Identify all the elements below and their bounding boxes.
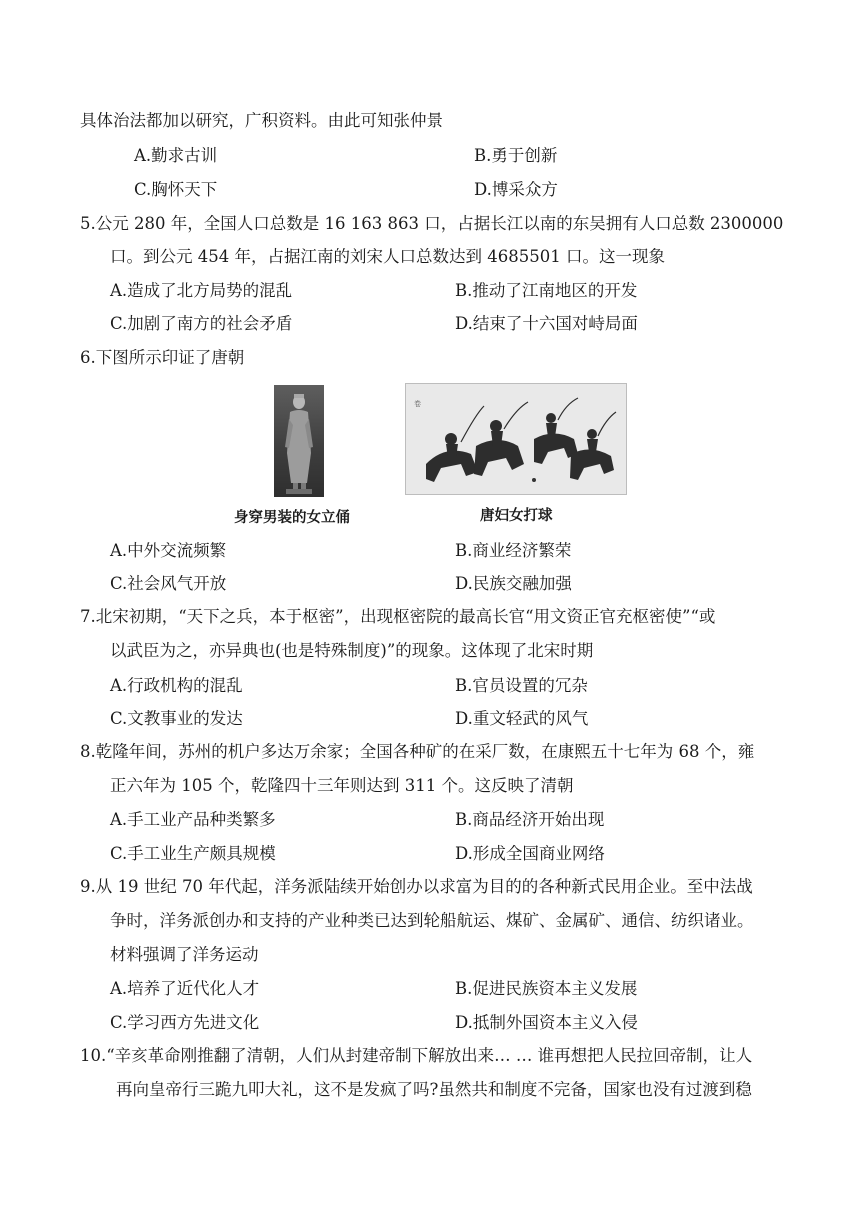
q9-option-c: C.学习西方先进文化 <box>110 1013 260 1032</box>
q9-option-b: B.促进民族资本主义发展 <box>455 979 638 998</box>
q8-option-a: A.手工业产品种类繁多 <box>110 810 276 829</box>
q8-option-d: D.形成全国商业网络 <box>455 844 605 863</box>
q4-option-b: B.勇于创新 <box>474 146 558 165</box>
question-9-stem-line3: 材料强调了洋务运动 <box>110 945 259 964</box>
question-5-stem-line2: 口。到公元 454 年，占据江南的刘宋人口总数达到 4685501 口。这一现象 <box>110 247 665 266</box>
q5-option-b: B.推动了江南地区的开发 <box>455 281 638 300</box>
question-5-stem-line1: 5.公元 280 年，全国人口总数是 16 163 863 口，占据长江以南的东吴拥有人口总数 2300000 <box>80 214 784 233</box>
figurine-caption: 身穿男装的女立俑 <box>234 510 350 526</box>
q6-option-c: C.社会风气开放 <box>110 574 227 593</box>
q9-option-d: D.抵制外国资本主义入侵 <box>455 1013 638 1032</box>
q6-option-b: B.商业经济繁荣 <box>455 541 572 560</box>
q7-option-a: A.行政机构的混乱 <box>110 676 243 695</box>
question-7-stem-line1: 7.北宋初期，“天下之兵，本于枢密”，出现枢密院的最高长官“用文资正官充枢密使”“或 <box>80 607 716 626</box>
q4-option-d: D.博采众方 <box>474 180 558 199</box>
question-10-stem-line2: 再向皇帝行三跪九叩大礼，这不是发疯了吗?虽然共和制度不完备，国家也没有过渡到稳 <box>116 1080 752 1099</box>
question-7-stem-line2: 以武臣为之，亦异典也(也是特殊制度)”的现象。这体现了北宋时期 <box>110 641 594 660</box>
female-figurine-photo <box>274 385 324 497</box>
question-9-stem-line2: 争时，洋务派创办和支持的产业种类已达到轮船航运、煤矿、金属矿、通信、纺织诸业。 <box>110 911 754 930</box>
q5-option-d: D.结束了十六国对峙局面 <box>455 314 638 333</box>
q5-option-a: A.造成了北方局势的混乱 <box>110 281 293 300</box>
q6-option-d: D.民族交融加强 <box>455 574 572 593</box>
women-playing-polo-painting <box>405 383 627 495</box>
question-4-stem-tail: 具体治法都加以研究，广积资料。由此可知张仲景 <box>80 111 443 130</box>
q7-option-c: C.文教事业的发达 <box>110 709 243 728</box>
q7-option-d: D.重文轻武的风气 <box>455 709 589 728</box>
polo-caption: 唐妇女打球 <box>480 508 553 524</box>
q9-option-a: A.培养了近代化人才 <box>110 979 260 998</box>
svg-text:卷: 卷 <box>414 400 421 408</box>
q8-option-c: C.手工业生产颇具规模 <box>110 844 276 863</box>
q4-option-c: C.胸怀天下 <box>134 180 218 199</box>
question-9-stem-line1: 9.从 19 世纪 70 年代起，洋务派陆续开始创办以求富为目的的各种新式民用企业。至中法战 <box>80 877 753 896</box>
question-6-stem: 6.下图所示印证了唐朝 <box>80 348 245 367</box>
q5-option-c: C.加剧了南方的社会矛盾 <box>110 314 293 333</box>
question-10-stem-line1: 10.“辛亥革命刚推翻了清朝，人们从封建帝制下解放出来… … 谁再想把人民拉回帝制，让人 <box>80 1046 753 1065</box>
q4-option-a: A.勤求古训 <box>134 146 218 165</box>
question-8-stem-line1: 8.乾隆年间，苏州的机户多达万余家；全国各种矿的在采厂数，在康熙五十七年为 68 个，雍 <box>80 742 755 761</box>
question-8-stem-line2: 正六年为 105 个，乾隆四十三年则达到 311 个。这反映了清朝 <box>110 776 574 795</box>
q6-option-a: A.中外交流频繁 <box>110 541 227 560</box>
q8-option-b: B.商品经济开始出现 <box>455 810 605 829</box>
q7-option-b: B.官员设置的冗杂 <box>455 676 588 695</box>
